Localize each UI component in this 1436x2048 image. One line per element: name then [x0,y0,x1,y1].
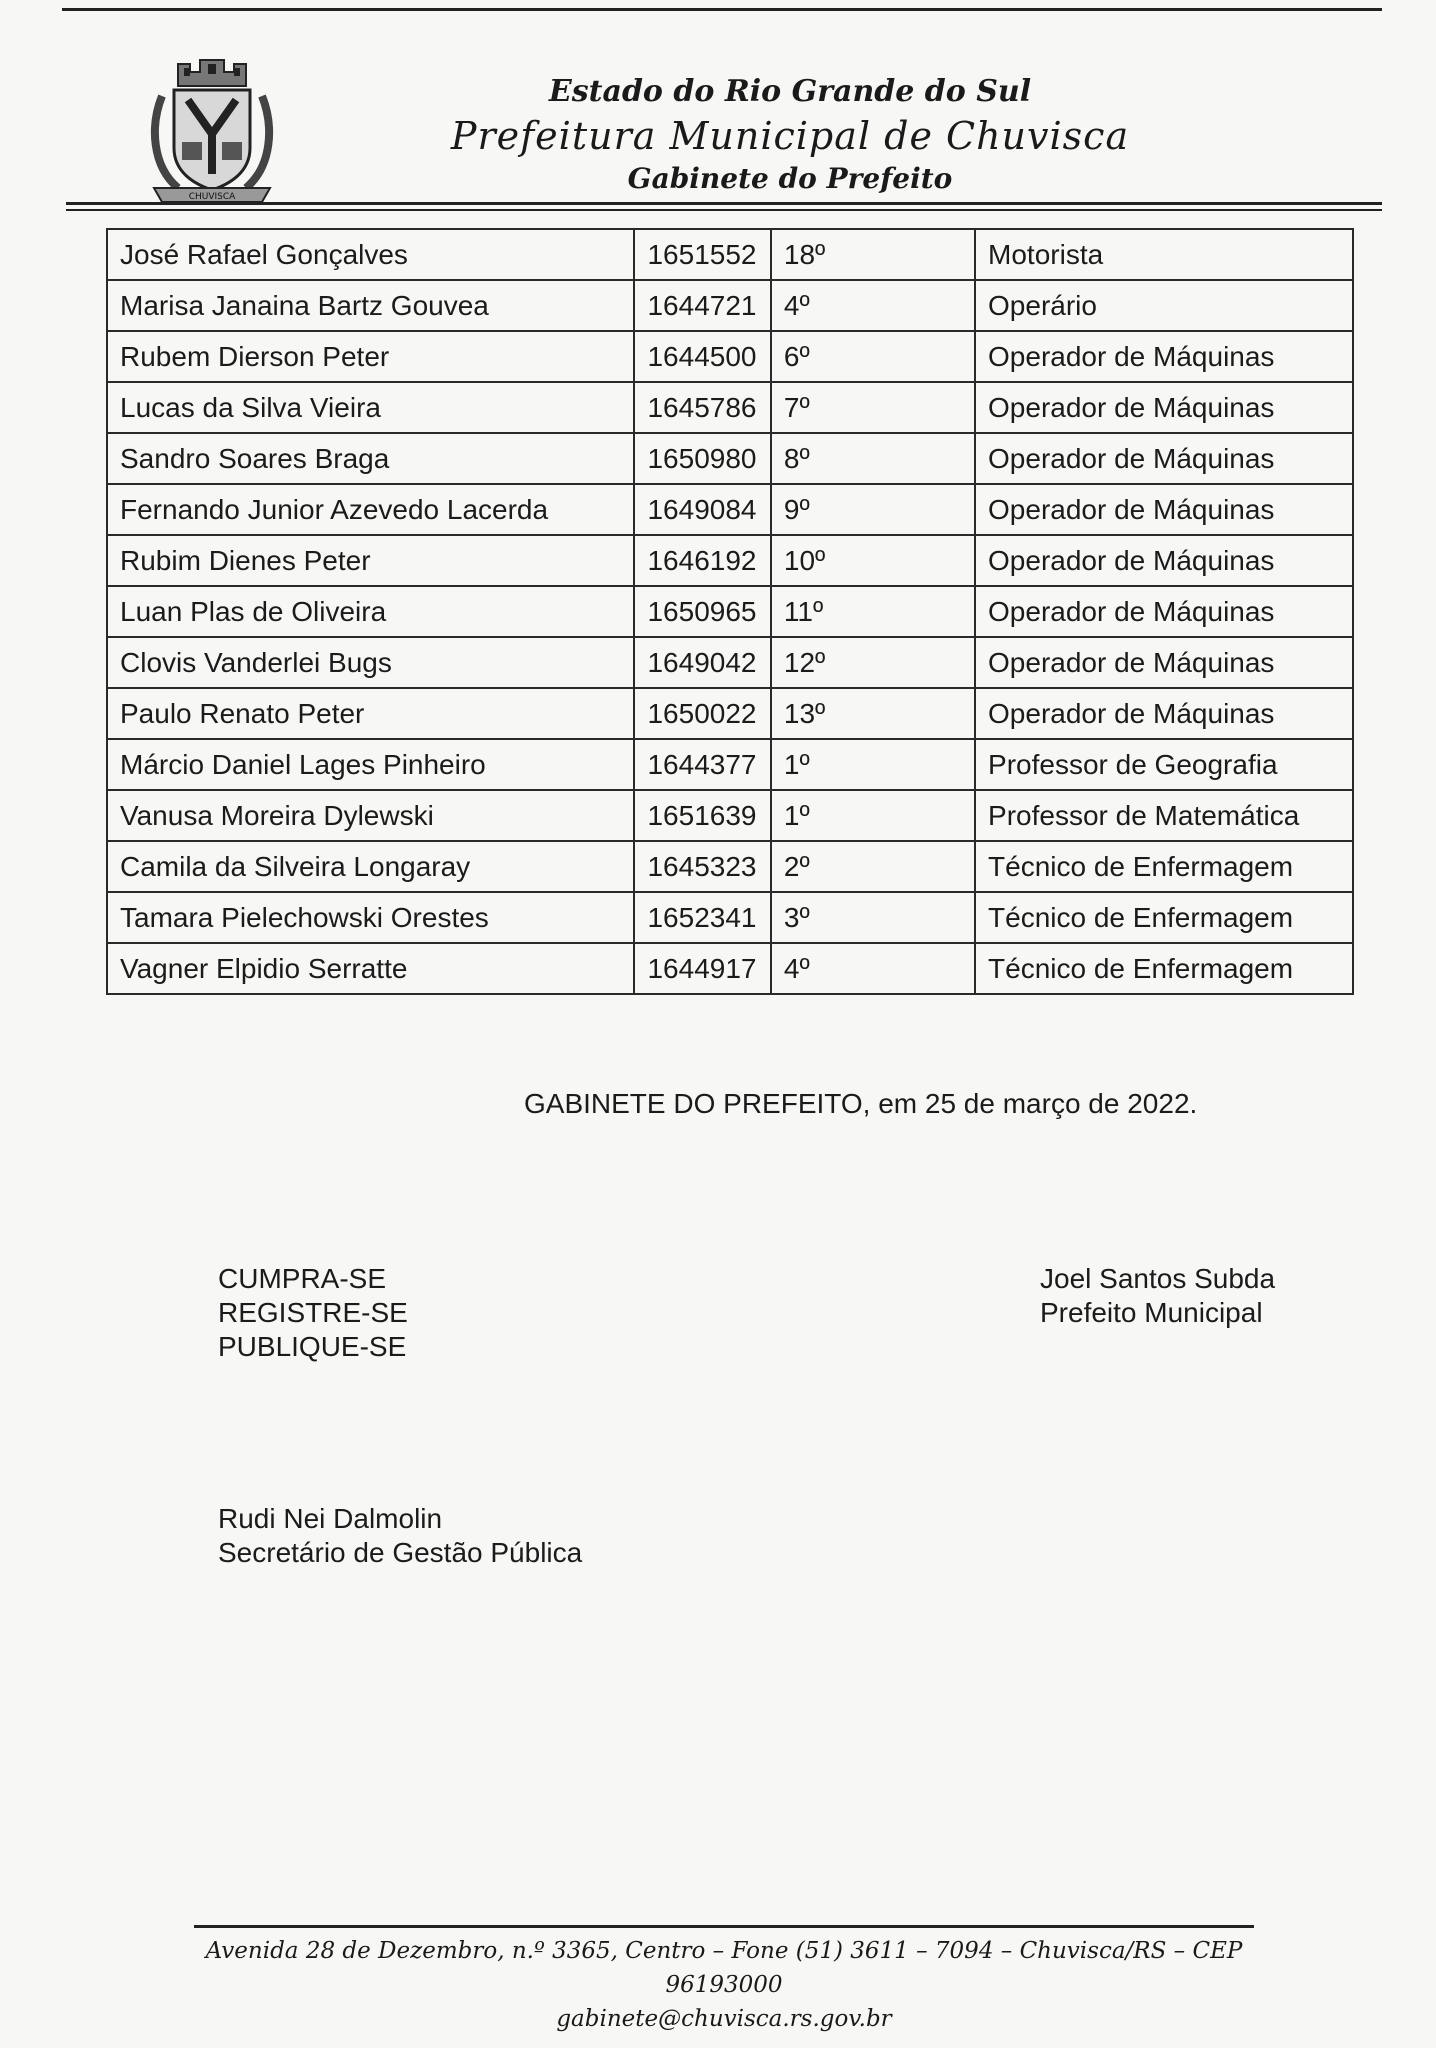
secretary-title: Secretário de Gestão Pública [218,1537,583,1568]
cell-code: 1650965 [634,586,770,637]
cell-position: 8º [771,433,975,484]
secretary-signature-block [218,1502,582,1570]
cell-code: 1644377 [634,739,770,790]
cell-name: Luan Plas de Oliveira [107,586,634,637]
cell-role: Operador de Máquinas [975,586,1353,637]
cell-name: Camila da Silveira Longaray [107,841,634,892]
header-rule-thin [66,209,1382,211]
cell-position: 4º [771,280,975,331]
cell-role: Operador de Máquinas [975,382,1353,433]
municipal-crest-icon [148,56,276,204]
cell-name: Rubim Dienes Peter [107,535,634,586]
cell-code: 1644500 [634,331,770,382]
cell-role: Técnico de Enfermagem [975,841,1353,892]
cell-position: 13º [771,688,975,739]
table-row [107,229,1353,280]
table-row [107,331,1353,382]
cell-role: Operador de Máquinas [975,331,1353,382]
cell-role: Motorista [975,229,1353,280]
footer-address: Avenida 28 de Dezembro, n.º 3365, Centro – Fone (51) 3611 – 7094 – Chuvisca/RS – CEP [205,1938,1243,1964]
cell-name: Vanusa Moreira Dylewski [107,790,634,841]
approval-line: CUMPRA-SE [218,1263,387,1294]
secretary-name: Rudi Nei Dalmolin [218,1503,443,1534]
approval-line: PUBLIQUE-SE [218,1331,407,1362]
cell-role: Operário [975,280,1353,331]
cell-role: Operador de Máquinas [975,433,1353,484]
cell-name: Vagner Elpidio Serratte [107,943,634,994]
table-row [107,382,1353,433]
cell-position: 4º [771,943,975,994]
prefecture-heading: Prefeitura Municipal de Chuvisca [450,114,1130,158]
cell-code: 1651639 [634,790,770,841]
table-row [107,790,1353,841]
cell-position: 2º [771,841,975,892]
cell-code: 1651552 [634,229,770,280]
table-row [107,535,1353,586]
approval-line: REGISTRE-SE [218,1297,408,1328]
cell-name: Clovis Vanderlei Bugs [107,637,634,688]
cell-code: 1650022 [634,688,770,739]
cell-code: 1652341 [634,892,770,943]
cell-position: 3º [771,892,975,943]
table-row [107,892,1353,943]
footer-rule [194,1925,1254,1928]
approval-block [218,1262,408,1364]
letterhead [360,72,1220,198]
table-row [107,943,1353,994]
cell-position: 9º [771,484,975,535]
cell-role: Operador de Máquinas [975,484,1353,535]
table-row [107,586,1353,637]
cell-name: Paulo Renato Peter [107,688,634,739]
state-heading: Estado do Rio Grande do Sul [548,74,1032,109]
footer-email: gabinete@chuvisca.rs.gov.br [556,2006,892,2032]
cell-code: 1649084 [634,484,770,535]
footer [194,1934,1254,2036]
dateline: GABINETE DO PREFEITO, em 25 de março de 2022. [524,1088,1198,1119]
cell-code: 1645786 [634,382,770,433]
table-row [107,739,1353,790]
cell-role: Operador de Máquinas [975,535,1353,586]
cell-name: Márcio Daniel Lages Pinheiro [107,739,634,790]
cell-code: 1650980 [634,433,770,484]
cell-name: Lucas da Silva Vieira [107,382,634,433]
mayor-signature-block [1040,1262,1275,1330]
cell-position: 18º [771,229,975,280]
cell-position: 1º [771,790,975,841]
footer-cep: 96193000 [665,1972,783,1998]
header-rule [66,202,1382,205]
cell-code: 1649042 [634,637,770,688]
table-row [107,484,1353,535]
cell-code: 1645323 [634,841,770,892]
roster-table [106,228,1354,995]
roster-table-body [107,229,1353,994]
cell-position: 7º [771,382,975,433]
top-rule [62,8,1382,11]
cell-role: Técnico de Enfermagem [975,892,1353,943]
table-row [107,688,1353,739]
table-row [107,280,1353,331]
cell-role: Técnico de Enfermagem [975,943,1353,994]
cell-position: 11º [771,586,975,637]
cell-role: Operador de Máquinas [975,688,1353,739]
cell-name: Rubem Dierson Peter [107,331,634,382]
cell-role: Operador de Máquinas [975,637,1353,688]
table-row [107,841,1353,892]
cell-position: 1º [771,739,975,790]
table-row [107,433,1353,484]
cell-name: José Rafael Gonçalves [107,229,634,280]
cell-position: 12º [771,637,975,688]
cell-code: 1644917 [634,943,770,994]
table-row [107,637,1353,688]
cell-position: 10º [771,535,975,586]
cell-code: 1646192 [634,535,770,586]
mayor-name: Joel Santos Subda [1040,1263,1276,1294]
cell-name: Marisa Janaina Bartz Gouvea [107,280,634,331]
cell-role: Professor de Matemática [975,790,1353,841]
cell-name: Tamara Pielechowski Orestes [107,892,634,943]
cell-name: Fernando Junior Azevedo Lacerda [107,484,634,535]
cabinet-heading: Gabinete do Prefeito [627,162,953,195]
cell-position: 6º [771,331,975,382]
mayor-title: Prefeito Municipal [1040,1297,1263,1328]
cell-name: Sandro Soares Braga [107,433,634,484]
crest-ribbon-text: CHUVISCA [188,192,236,202]
cell-code: 1644721 [634,280,770,331]
cell-role: Professor de Geografia [975,739,1353,790]
